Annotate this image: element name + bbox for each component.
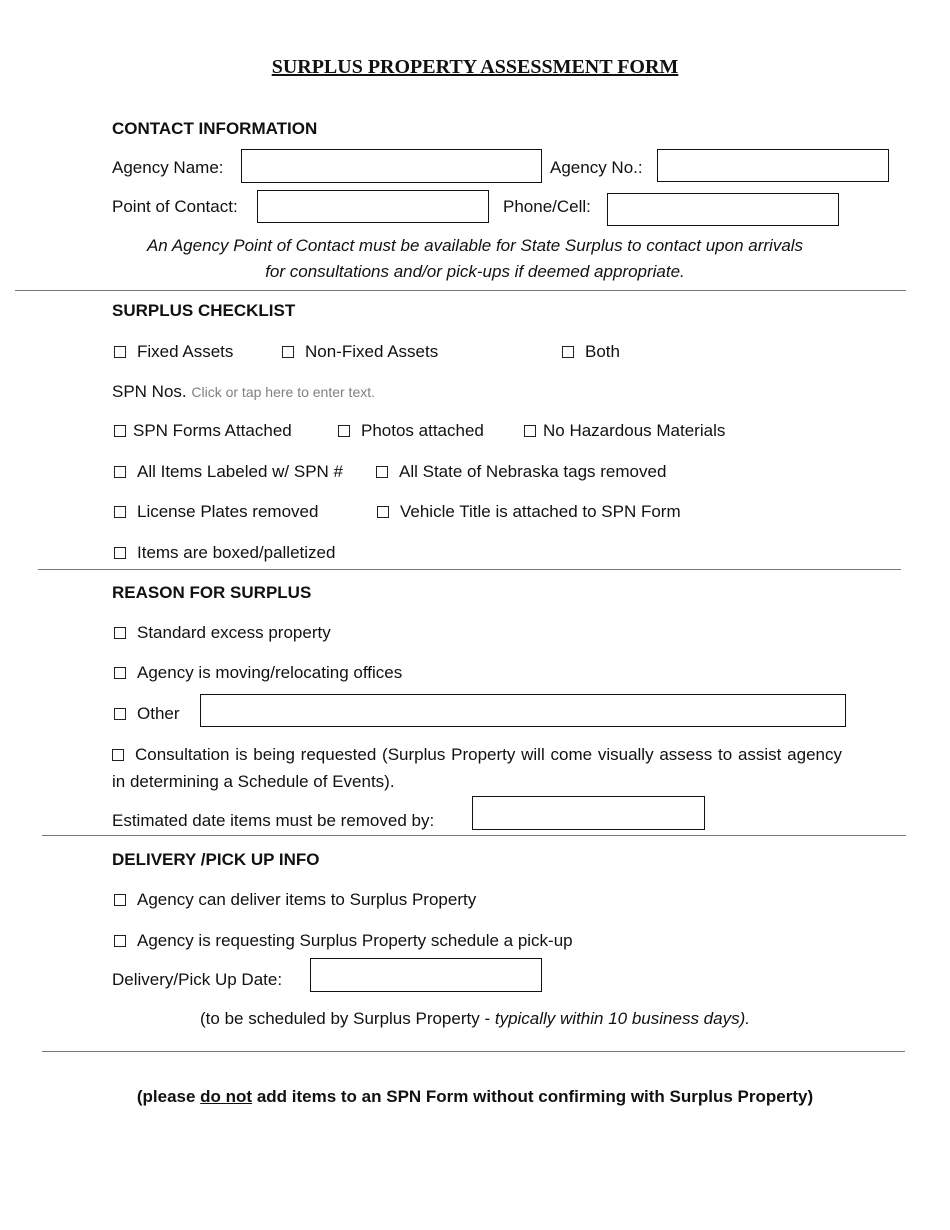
no-hazardous-option[interactable] (524, 421, 725, 441)
title-attached-option[interactable] (377, 502, 681, 522)
agency-name-label: Agency Name: (112, 158, 224, 177)
non-fixed-assets-label: Non-Fixed Assets (305, 342, 439, 361)
phone-input[interactable] (607, 193, 839, 226)
delivery-heading: DELIVERY /PICK UP INFO (112, 850, 320, 869)
footer-note (0, 1087, 950, 1107)
agency-name-input[interactable] (241, 149, 542, 183)
divider (38, 569, 901, 570)
items-labeled-checkbox[interactable] (114, 466, 126, 478)
agency-no-label: Agency No.: (550, 158, 643, 177)
both-option[interactable] (562, 342, 620, 362)
est-date-label: Estimated date items must be removed by: (112, 811, 435, 830)
spn-input[interactable]: Click or tap here to enter text. (191, 384, 376, 400)
photos-checkbox[interactable] (338, 425, 350, 437)
other-input[interactable] (200, 694, 846, 727)
other-checkbox[interactable] (114, 708, 126, 720)
poc-input[interactable] (257, 190, 489, 223)
both-label: Both (585, 342, 620, 361)
can-deliver-checkbox[interactable] (114, 894, 126, 906)
checklist-heading: SURPLUS CHECKLIST (112, 301, 296, 320)
schedule-note-italic: typically within 10 business days). (494, 1009, 750, 1028)
tags-removed-label: All State of Nebraska tags removed (399, 462, 667, 481)
contact-heading: CONTACT INFORMATION (112, 119, 318, 138)
photos-label: Photos attached (361, 421, 484, 440)
fixed-assets-checkbox[interactable] (114, 346, 126, 358)
footer-part1: (please (136, 1087, 201, 1106)
moving-label: Agency is moving/relocating offices (137, 663, 403, 682)
boxed-label: Items are boxed/palletized (137, 543, 336, 562)
moving-checkbox[interactable] (114, 667, 126, 679)
plates-removed-checkbox[interactable] (114, 506, 126, 518)
boxed-option[interactable] (114, 543, 335, 563)
poc-label: Point of Contact: (112, 197, 238, 216)
reason-heading: REASON FOR SURPLUS (112, 583, 312, 602)
fixed-assets-label: Fixed Assets (137, 342, 234, 361)
spn-forms-checkbox[interactable] (114, 425, 126, 437)
can-deliver-label: Agency can deliver items to Surplus Property (137, 890, 477, 909)
boxed-checkbox[interactable] (114, 547, 126, 559)
form-title: SURPLUS PROPERTY ASSESSMENT FORM (271, 56, 679, 78)
tags-removed-checkbox[interactable] (376, 466, 388, 478)
title-attached-checkbox[interactable] (377, 506, 389, 518)
non-fixed-assets-option[interactable] (282, 342, 438, 362)
pickup-checkbox[interactable] (114, 935, 126, 947)
consultation-option[interactable] (112, 741, 842, 795)
schedule-note (0, 1009, 950, 1029)
footer-part3: add items to an SPN Form without confirming with Surplus Property) (252, 1087, 814, 1106)
can-deliver-option[interactable] (114, 890, 476, 910)
footer-emphasis: do not (200, 1087, 253, 1106)
other-option[interactable] (114, 704, 180, 724)
divider (15, 290, 906, 291)
tags-removed-option[interactable] (376, 462, 666, 482)
fixed-assets-option[interactable] (114, 342, 233, 362)
spn-forms-option[interactable] (114, 421, 292, 441)
schedule-note-text: (to be scheduled by Surplus Property - (200, 1009, 495, 1028)
spn-label: SPN Nos. (112, 382, 187, 401)
phone-label: Phone/Cell: (503, 197, 591, 216)
standard-option[interactable] (114, 623, 331, 643)
non-fixed-assets-checkbox[interactable] (282, 346, 294, 358)
photos-option[interactable] (338, 421, 484, 441)
est-date-input[interactable] (472, 796, 705, 830)
agency-no-input[interactable] (657, 149, 889, 182)
plates-removed-label: License Plates removed (137, 502, 319, 521)
divider (42, 835, 906, 836)
pickup-label: Agency is requesting Surplus Property schedule a pick-up (137, 931, 573, 950)
items-labeled-label: All Items Labeled w/ SPN # (137, 462, 343, 481)
no-hazardous-label: No Hazardous Materials (543, 421, 726, 440)
no-hazardous-checkbox[interactable] (524, 425, 536, 437)
standard-checkbox[interactable] (114, 627, 126, 639)
moving-option[interactable] (114, 663, 402, 683)
divider (42, 1051, 905, 1052)
delivery-date-input[interactable] (310, 958, 542, 992)
consultation-label: Consultation is being requested (Surplus Property will come visually assess to assist agency in determining a Schedule of Events). (112, 745, 842, 791)
both-checkbox[interactable] (562, 346, 574, 358)
contact-note-line1: An Agency Point of Contact must be available for State Surplus to contact upon arrivals (146, 236, 804, 255)
delivery-date-label: Delivery/Pick Up Date: (112, 970, 283, 989)
other-label: Other (137, 704, 180, 723)
plates-removed-option[interactable] (114, 502, 318, 522)
spn-forms-label: SPN Forms Attached (133, 421, 292, 440)
consultation-checkbox[interactable] (112, 749, 124, 761)
standard-label: Standard excess property (137, 623, 331, 642)
pickup-option[interactable] (114, 931, 573, 951)
contact-note-line2: for consultations and/or pick-ups if deemed appropriate. (265, 262, 685, 281)
title-attached-label: Vehicle Title is attached to SPN Form (400, 502, 681, 521)
spn-row (112, 382, 375, 402)
items-labeled-option[interactable] (114, 462, 343, 482)
